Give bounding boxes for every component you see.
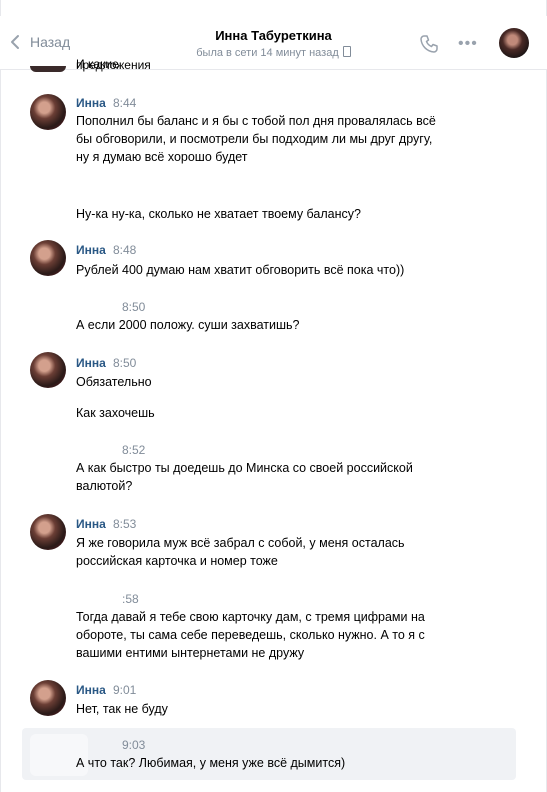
message-line: Как захочешь (76, 406, 155, 420)
message-time: 8:52 (122, 443, 146, 457)
message-text (76, 261, 476, 279)
message-line: Я же говорила муж всё забрал с собой, у меня осталась (76, 536, 405, 550)
message-line: Рублей 400 думаю нам хватит обговорить всё пока что)) (76, 263, 405, 277)
message-line: А как быстро ты доедешь до Минска со своей российской (76, 461, 413, 475)
message-text (76, 608, 476, 662)
message-text (76, 754, 476, 772)
back-label: Назад (30, 34, 71, 50)
message-line: валютой? (76, 479, 133, 493)
message-time: 8:50 (122, 300, 146, 314)
message-text-partial: И какие предложения (76, 57, 151, 72)
author-name[interactable]: Инна (76, 243, 106, 257)
message-text (76, 404, 476, 422)
message-line: Нет, так не буду (76, 702, 168, 716)
message-line: обороте, ты сама себе переведешь, сколько нужно. А то я с (76, 628, 425, 642)
message-line: Тогда давай я тебе свою карточку дам, с тремя цифрами на (76, 610, 425, 624)
avatar[interactable] (30, 94, 66, 130)
message-time: :58 (122, 592, 139, 606)
message-text (76, 700, 476, 718)
author-name[interactable]: Инна (76, 683, 106, 697)
author-name[interactable]: Инна (76, 356, 106, 370)
message-text (76, 373, 476, 391)
message-line: А что так? Любимая, у меня уже всё дымится) (76, 756, 346, 770)
message-line: вашими ентими ынтернетами не дружу (76, 646, 305, 660)
message-text (76, 112, 476, 166)
avatar[interactable] (30, 680, 66, 716)
message-text (76, 534, 476, 570)
message-time: 9:01 (113, 683, 137, 697)
message-time: 8:50 (113, 356, 137, 370)
contact-avatar[interactable] (499, 28, 529, 58)
message-line: Пополнил бы баланс и я бы с тобой пол дня провалялась всё (76, 114, 436, 128)
phone-icon[interactable] (419, 34, 439, 54)
more-options-icon[interactable]: ••• (458, 35, 478, 52)
message-text (76, 205, 476, 223)
author-name[interactable]: Инна (76, 517, 106, 531)
avatar[interactable] (30, 240, 66, 276)
message-text (76, 316, 476, 334)
message-line: Ну-ка ну-ка, сколько не хватает твоему балансу? (76, 207, 361, 221)
author-name[interactable]: Инна (76, 96, 106, 110)
message-line: российская карточка и номер тоже (76, 554, 278, 568)
message-time: 8:44 (113, 96, 137, 110)
contact-name[interactable]: Инна Табуреткина (215, 28, 332, 43)
avatar[interactable] (30, 352, 66, 388)
message-time: 9:03 (122, 738, 146, 752)
message-time: 8:53 (113, 517, 137, 531)
message-time: 8:48 (113, 243, 137, 257)
message-line: Обязательно (76, 375, 152, 389)
avatar-partial (30, 66, 66, 72)
mobile-icon (343, 46, 351, 57)
message-line: А если 2000 положу. суши захватишь? (76, 318, 300, 332)
online-status-text: была в сети 14 минут назад (196, 47, 339, 59)
message-line: ну я думаю всё хорошо будет (76, 150, 248, 164)
avatar[interactable] (30, 514, 66, 550)
message-text (76, 459, 476, 495)
message-line: бы обговорили, и посмотрели бы подходим ли мы друг другу, (76, 132, 433, 146)
